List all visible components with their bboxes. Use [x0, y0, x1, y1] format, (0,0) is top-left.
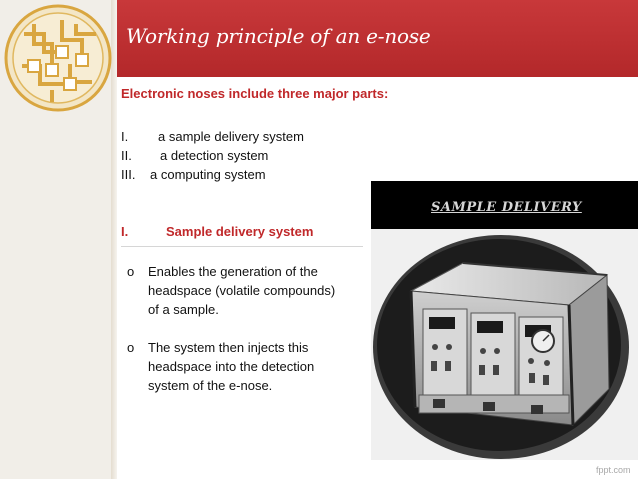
list-item — [121, 262, 371, 319]
device-photo-frame — [371, 229, 638, 460]
list-numeral: II. — [121, 148, 132, 163]
footer-watermark: fppt.com — [596, 465, 631, 475]
list-item — [121, 338, 371, 395]
circuit-emblem-icon — [4, 4, 112, 112]
left-decorative-panel — [0, 0, 117, 479]
bullet-line: headspace (volatile compounds) — [148, 283, 336, 298]
intro-text: Electronic noses include three major parts: — [121, 86, 389, 101]
parts-list — [121, 127, 304, 184]
bullet-line: headspace into the detection — [148, 359, 315, 374]
list-item-label: a sample delivery system — [158, 129, 304, 144]
list-item — [121, 165, 304, 184]
section-numeral: I. — [121, 224, 129, 239]
list-item — [121, 127, 304, 146]
image-banner-label: SAMPLE DELIVERY — [431, 200, 582, 215]
sample-delivery-device-photo — [371, 229, 638, 460]
list-numeral: III. — [121, 167, 136, 182]
section-heading — [121, 224, 363, 247]
list-numeral: I. — [121, 129, 129, 144]
list-item — [121, 146, 304, 165]
image-banner — [371, 181, 638, 229]
bullet-line: The system then injects this — [148, 340, 309, 355]
list-item-label: a detection system — [160, 148, 269, 163]
slide-title: Working principle of an e-nose — [126, 24, 431, 48]
title-bar — [117, 0, 638, 77]
section-title: Sample delivery system — [166, 224, 314, 239]
bullet-line: system of the e-nose. — [148, 378, 273, 393]
bullet-marker-icon: o — [127, 264, 135, 279]
list-item-label: a computing system — [150, 167, 266, 182]
bullet-line: Enables the generation of the — [148, 264, 318, 279]
bullet-line: of a sample. — [148, 302, 219, 317]
bullet-marker-icon: o — [127, 340, 135, 355]
bullet-list — [121, 262, 371, 414]
